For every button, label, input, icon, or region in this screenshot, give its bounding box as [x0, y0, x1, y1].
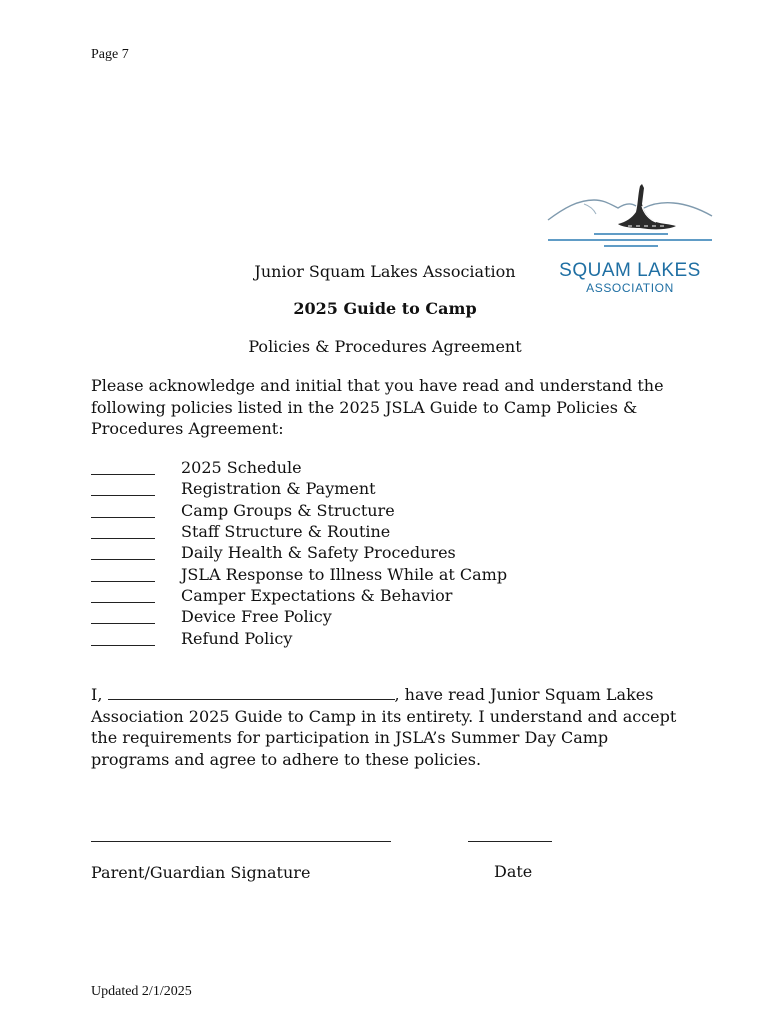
initial-field[interactable]: [91, 545, 155, 560]
initial-field[interactable]: [91, 609, 155, 624]
policy-item: [91, 478, 507, 499]
name-field[interactable]: [108, 685, 395, 700]
ack-prefix: I,: [91, 685, 108, 704]
policy-item: [91, 585, 507, 606]
initial-field[interactable]: [91, 567, 155, 582]
initial-field[interactable]: [91, 631, 155, 646]
policy-item: [91, 500, 507, 521]
policy-label: Daily Health & Safety Procedures: [181, 543, 456, 563]
logo-text-squam-lakes: SQUAM LAKES: [559, 260, 701, 281]
policy-list: [91, 457, 507, 649]
squam-lakes-logo: [544, 182, 716, 300]
policy-label: Registration & Payment: [181, 479, 376, 499]
document-title: 2025 Guide to Camp: [293, 299, 477, 318]
policy-item: [91, 627, 507, 648]
policy-label: Device Free Policy: [181, 607, 332, 627]
policy-item: [91, 606, 507, 627]
logo-text-association: ASSOCIATION: [586, 281, 674, 295]
initial-field[interactable]: [91, 460, 155, 475]
policy-label: Camper Expectations & Behavior: [181, 585, 453, 605]
signature-field[interactable]: [91, 841, 391, 842]
signature-label: Parent/Guardian Signature: [91, 863, 311, 882]
policy-label: Camp Groups & Structure: [181, 500, 395, 520]
organization-name: Junior Squam Lakes Association: [254, 262, 516, 281]
initial-field[interactable]: [91, 503, 155, 518]
policy-item: [91, 457, 507, 478]
policy-item: [91, 563, 507, 584]
date-label: Date: [494, 862, 533, 881]
updated-date: Updated 2/1/2025: [91, 984, 192, 999]
initial-field[interactable]: [91, 524, 155, 539]
policy-label: Refund Policy: [181, 628, 293, 648]
initial-field[interactable]: [91, 481, 155, 496]
policy-label: 2025 Schedule: [181, 458, 302, 478]
acknowledgement-paragraph: [91, 684, 691, 770]
policy-label: Staff Structure & Routine: [181, 522, 391, 542]
policy-item: [91, 542, 507, 563]
date-field[interactable]: [468, 841, 552, 842]
page-number: Page 7: [91, 47, 129, 62]
policy-item: [91, 521, 507, 542]
policy-label: JSLA Response to Illness While at Camp: [181, 564, 508, 584]
intro-paragraph: Please acknowledge and initial that you have read and understand the following policies listed in the 2025 JSLA Guide to Camp Policies & Procedures Agreement:: [91, 376, 664, 438]
document-subtitle: Policies & Procedures Agreement: [248, 337, 522, 356]
ack-suffix: , have read Junior Squam Lakes Association 2025 Guide to Camp in its entirety. I understand and accept the requirements for participation in JSLA’s Summer Day Camp programs and agree to adhere to these policies.: [91, 685, 677, 769]
initial-field[interactable]: [91, 588, 155, 603]
